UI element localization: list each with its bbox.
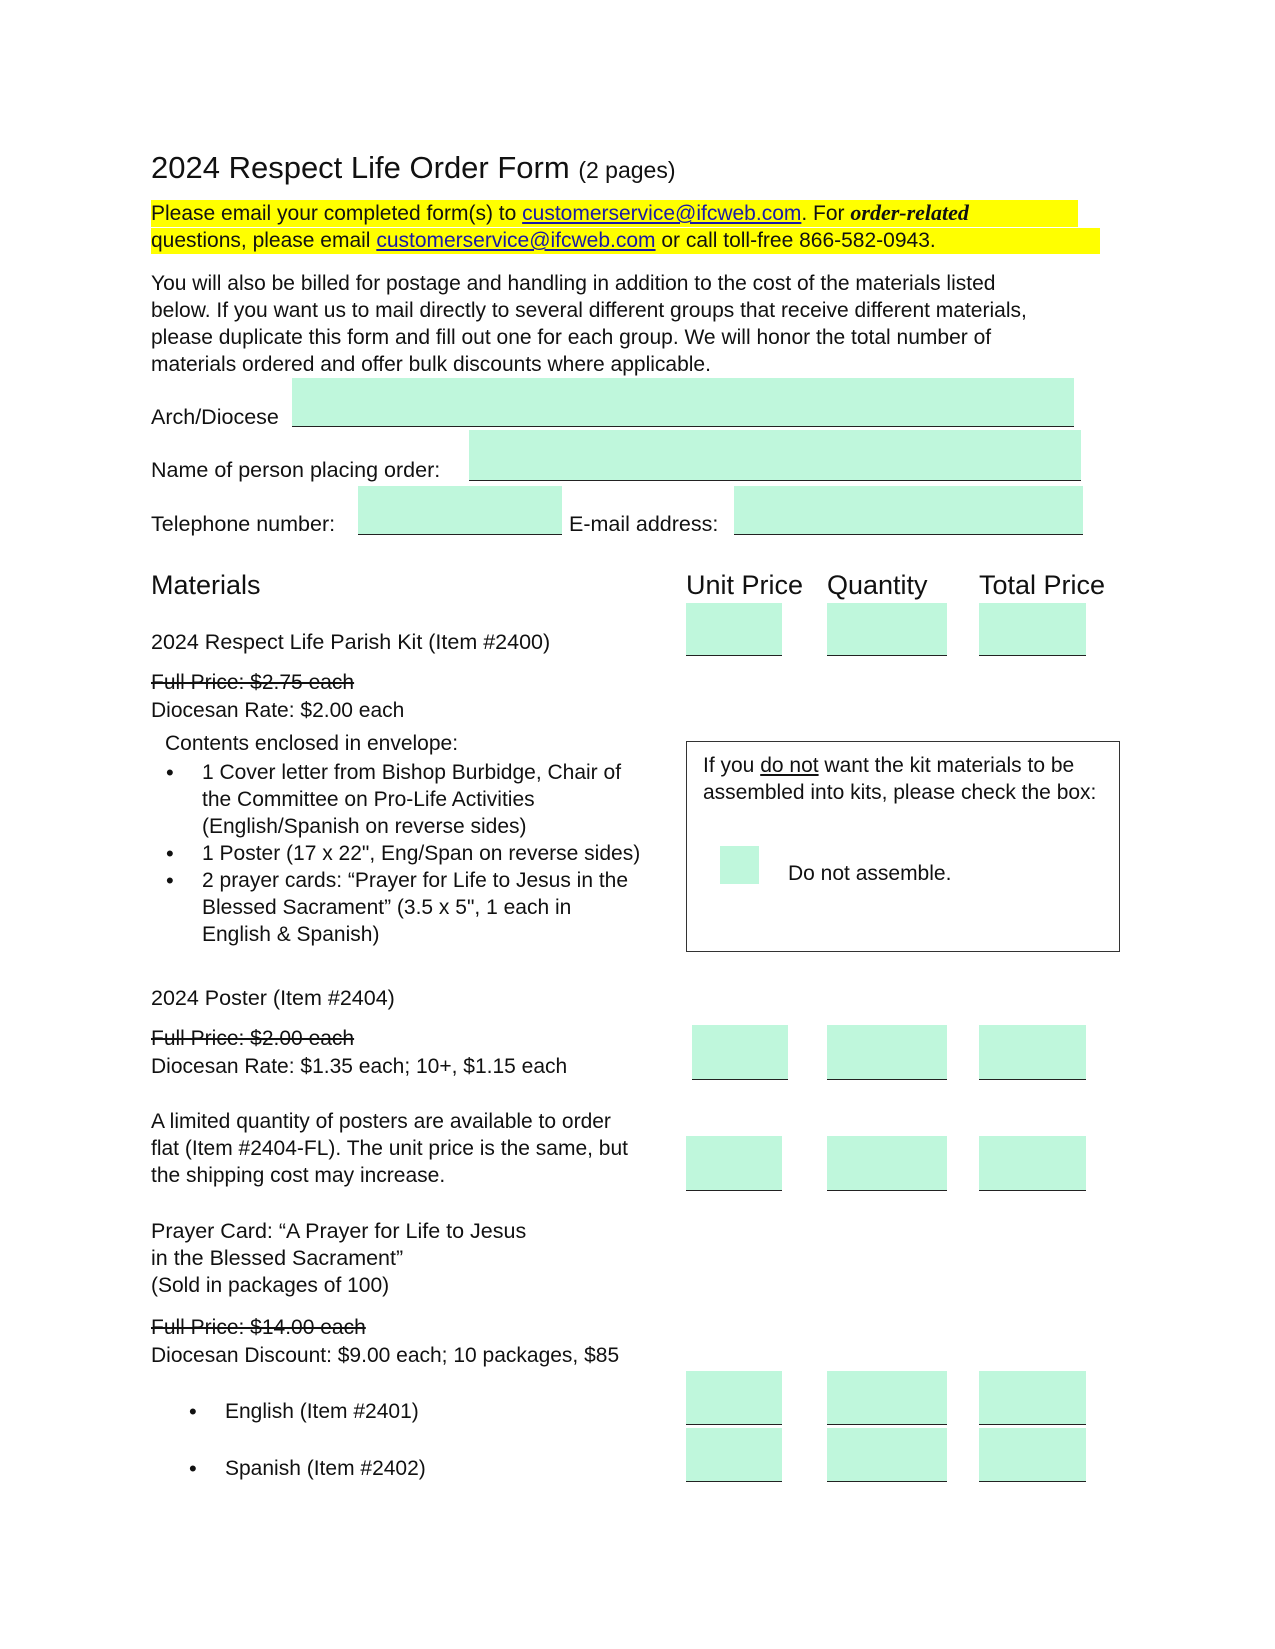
poster-flat-total-price-field[interactable]: [979, 1136, 1086, 1191]
do-not-emphasis: do not: [760, 754, 819, 777]
order-related-emphasis: order-related: [850, 200, 969, 225]
list-item: • 1 Poster (17 x 22", Eng/Span on reverse sides): [164, 840, 684, 867]
title-text: 2024 Respect Life Order Form: [151, 150, 570, 185]
kit-contents-list: [164, 759, 684, 948]
list-item: • Spanish (Item #2402): [187, 1455, 607, 1482]
kit-quantity-field[interactable]: [827, 603, 947, 656]
poster-quantity-field[interactable]: [827, 1025, 947, 1080]
poster-full-price: Full Price: $2.00 each: [151, 1027, 355, 1050]
kit-unit-price-field[interactable]: [686, 603, 782, 656]
intro-paragraph: You will also be billed for postage and handling in addition to the cost of the materials listed below. If you want us to mail directly to several different groups that receive different materials, please duplicate this form and fill out one for each group. We will honor the total number of materials ordered and offer bulk discounts where applicable.: [151, 272, 1027, 376]
list-item: • 1 Cover letter from Bishop Burbidge, Chair of the Committee on Pro-Life Activities (English/Spanish on reverse sides): [164, 759, 684, 840]
spanish-card-total-price-field[interactable]: [979, 1428, 1086, 1482]
unit-price-heading: Unit Price: [686, 570, 804, 600]
kit-diocesan-rate: Diocesan Rate: $2.00 each: [151, 699, 405, 722]
notice-line-1: Please email your completed form(s) to customerservice@ifcweb.com. For order-related: [151, 200, 1078, 227]
diocese-label: Arch/Diocese: [151, 405, 279, 429]
poster-title: 2024 Poster (Item #2404): [151, 986, 395, 1010]
kit-full-price: Full Price: $2.75 each: [151, 671, 355, 694]
english-card-unit-price-field[interactable]: [686, 1371, 782, 1425]
english-card-total-price-field[interactable]: [979, 1371, 1086, 1425]
poster-flat-unit-price-field[interactable]: [686, 1136, 782, 1191]
email-link-1[interactable]: customerservice@ifcweb.com: [522, 202, 802, 225]
name-label: Name of person placing order:: [151, 458, 441, 482]
list-item: • English (Item #2401): [187, 1398, 607, 1425]
do-not-assemble-checkbox[interactable]: [720, 846, 759, 884]
title-note: (2 pages): [578, 157, 676, 183]
prayer-card-discount: Diocesan Discount: $9.00 each; 10 packages, $85: [151, 1344, 620, 1367]
spanish-card-unit-price-field[interactable]: [686, 1428, 782, 1482]
total-price-heading: Total Price: [979, 570, 1106, 600]
email-field[interactable]: [734, 486, 1083, 535]
materials-heading: Materials: [151, 570, 261, 600]
prayer-card-title: Prayer Card: “A Prayer for Life to Jesus in the Blessed Sacrament” (Sold in packages of 100): [151, 1219, 527, 1297]
english-card-quantity-field[interactable]: [827, 1371, 947, 1425]
assemble-instruction-line-1: If you do not want the kit materials to be: [703, 754, 1075, 777]
poster-flat-quantity-field[interactable]: [827, 1136, 947, 1191]
kit-title: 2024 Respect Life Parish Kit (Item #2400): [151, 630, 551, 654]
name-field[interactable]: [469, 430, 1081, 481]
kit-total-price-field[interactable]: [979, 603, 1086, 656]
prayer-card-full-price: Full Price: $14.00 each: [151, 1316, 366, 1339]
email-label: E-mail address:: [569, 512, 719, 536]
do-not-assemble-label: Do not assemble.: [788, 862, 952, 885]
page-title: [151, 150, 675, 186]
assemble-instruction-line-2: assembled into kits, please check the box:: [703, 781, 1097, 804]
prayer-card-items: [187, 1398, 607, 1425]
quantity-heading: Quantity: [827, 570, 928, 600]
phone-field[interactable]: [358, 486, 562, 535]
poster-diocesan-rate: Diocesan Rate: $1.35 each; 10+, $1.15 each: [151, 1055, 568, 1078]
prayer-card-items-2: [187, 1455, 607, 1482]
spanish-card-quantity-field[interactable]: [827, 1428, 947, 1482]
poster-total-price-field[interactable]: [979, 1025, 1086, 1080]
diocese-field[interactable]: [292, 378, 1074, 427]
poster-unit-price-field[interactable]: [692, 1025, 788, 1080]
notice-line-2: questions, please email customerservice@ifcweb.com or call toll-free 866-582-0943.: [151, 228, 1100, 254]
email-link-2[interactable]: customerservice@ifcweb.com: [376, 229, 656, 252]
kit-contents-label: Contents enclosed in envelope:: [165, 732, 459, 755]
phone-label: Telephone number:: [151, 512, 336, 536]
list-item: • 2 prayer cards: “Prayer for Life to Jesus in the Blessed Sacrament” (3.5 x 5", 1 each in English & Spanish): [164, 867, 684, 948]
poster-flat-note: A limited quantity of posters are available to order flat (Item #2404-FL). The unit price is the same, but the shipping cost may increase.: [151, 1110, 629, 1187]
